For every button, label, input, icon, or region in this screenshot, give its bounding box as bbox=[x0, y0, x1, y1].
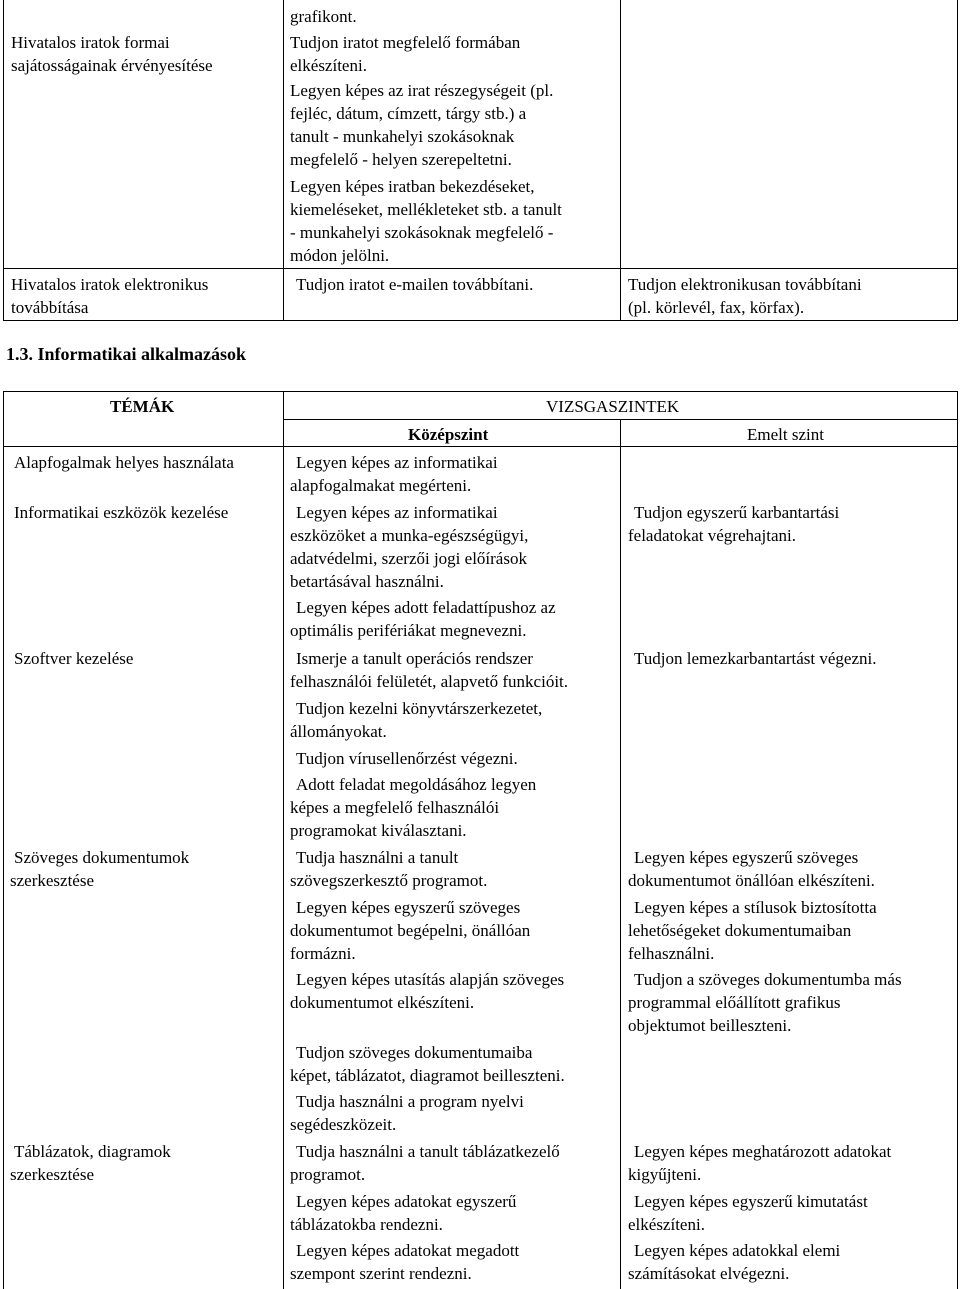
text-line: elkészíteni. bbox=[290, 56, 367, 75]
row-mid-item bbox=[290, 647, 568, 693]
text-line: Tudjon lemezkarbantartást végezni. bbox=[634, 649, 877, 668]
text-line: számításokat elvégezni. bbox=[628, 1264, 790, 1283]
text-line: feladatokat végrehajtani. bbox=[628, 526, 797, 545]
row-adv-item bbox=[628, 846, 875, 892]
advanced-level-header: Emelt szint bbox=[747, 425, 824, 444]
top-row1-mid-p1 bbox=[290, 31, 520, 77]
top-row2-topic bbox=[11, 273, 208, 319]
text-line: Legyen képes adott feladattípushoz az bbox=[296, 598, 556, 617]
text-line: Tudjon iratot e-mailen továbbítani. bbox=[296, 275, 534, 294]
text-line: adatvédelmi, szerzői jogi előírások bbox=[290, 549, 527, 568]
top-table-right-border bbox=[957, 0, 958, 321]
text-line: Ismerje a tanult operációs rendszer bbox=[296, 649, 533, 668]
text-line: - munkahelyi szokásoknak megfelelő - bbox=[290, 223, 554, 242]
text-line: dokumentumot begépelni, önállóan bbox=[290, 921, 531, 940]
row-topic bbox=[10, 846, 190, 892]
top-table-row-divider bbox=[3, 268, 958, 269]
row-adv-item bbox=[628, 896, 877, 965]
text-line: módon jelölni. bbox=[290, 246, 390, 265]
row-adv-item bbox=[628, 1140, 891, 1186]
row-mid-item bbox=[290, 1239, 519, 1285]
text-line: alapfogalmakat megérteni. bbox=[290, 476, 472, 495]
row-mid-item bbox=[290, 747, 518, 770]
text-line: (pl. körlevél, fax, körfax). bbox=[628, 298, 805, 317]
text-line: programot. bbox=[290, 1165, 366, 1184]
text-line: Tudjon iratot megfelelő formában bbox=[290, 33, 521, 52]
text-line: Alapfogalmak helyes használata bbox=[14, 453, 234, 472]
text-line: betartásával használni. bbox=[290, 572, 444, 591]
text-line: eszközöket a munka-egészségügyi, bbox=[290, 526, 529, 545]
text-line: dokumentumot önállóan elkészíteni. bbox=[628, 871, 875, 890]
text-line: Szöveges dokumentumok bbox=[14, 848, 190, 867]
text-line: szerkesztése bbox=[10, 871, 95, 890]
text-line: Legyen képes egyszerű szöveges bbox=[296, 898, 521, 917]
text-line: Hivatalos iratok formai bbox=[11, 33, 170, 52]
text-line: kigyűjteni. bbox=[628, 1165, 702, 1184]
text-line: programokat kiválasztani. bbox=[290, 821, 467, 840]
text-line: állományokat. bbox=[290, 722, 387, 741]
text-line: Tudjon szöveges dokumentumaiba bbox=[296, 1043, 533, 1062]
row-topic bbox=[10, 1140, 171, 1186]
top-row1-topic bbox=[11, 31, 213, 77]
table-divider-2 bbox=[620, 419, 621, 1289]
row-mid-item bbox=[290, 1190, 516, 1236]
text-line: szempont szerint rendezni. bbox=[290, 1264, 472, 1283]
text-line: kiemeléseket, mellékleteket stb. a tanult bbox=[290, 200, 562, 219]
text-line: továbbítása bbox=[11, 298, 89, 317]
row-adv-item bbox=[628, 1239, 840, 1285]
text-line: Legyen képes a stílusok biztosította bbox=[634, 898, 877, 917]
text-line: dokumentumot elkészíteni. bbox=[290, 993, 475, 1012]
row-adv-item bbox=[628, 968, 902, 1037]
row-topic bbox=[14, 451, 234, 474]
text-line: Legyen képes adatokat egyszerű bbox=[296, 1192, 517, 1211]
text-line: segédeszközeit. bbox=[290, 1115, 397, 1134]
text-line: Tudjon elektronikusan továbbítani bbox=[628, 275, 862, 294]
row-adv-item bbox=[628, 647, 877, 670]
text-line: Legyen képes az irat részegységeit (pl. bbox=[290, 81, 554, 100]
text-line: képes a megfelelő felhasználói bbox=[290, 798, 500, 817]
table-top-border bbox=[3, 391, 958, 392]
text-line: Tudjon egyszerű karbantartási bbox=[634, 503, 840, 522]
text-line: Táblázatok, diagramok bbox=[14, 1142, 171, 1161]
text-line: felhasználói felületét, alapvető funkcióit. bbox=[290, 672, 569, 691]
text-line: Tudja használni a tanult bbox=[296, 848, 459, 867]
top-row1-mid-p3 bbox=[290, 175, 562, 267]
table-divider-1 bbox=[283, 391, 284, 1289]
text-line: Legyen képes meghatározott adatokat bbox=[634, 1142, 892, 1161]
text-line: Tudja használni a program nyelvi bbox=[296, 1092, 524, 1111]
table-right-border bbox=[957, 391, 958, 1289]
text-line: Legyen képes iratban bekezdéseket, bbox=[290, 177, 535, 196]
text-line: Legyen képes adatokkal elemi bbox=[634, 1241, 841, 1260]
table-left-border bbox=[3, 391, 4, 1289]
topics-header: TÉMÁK bbox=[110, 397, 175, 416]
text-line: lehetőségeket dokumentumaiban bbox=[628, 921, 852, 940]
row-mid-item bbox=[290, 1140, 560, 1186]
text-line: Szoftver kezelése bbox=[14, 649, 134, 668]
row-mid-item bbox=[290, 773, 536, 842]
row-topic bbox=[14, 501, 228, 524]
text-line: grafikont. bbox=[290, 7, 357, 26]
text-line: képet, táblázatot, diagramot beilleszteni. bbox=[290, 1066, 565, 1085]
text-line: elkészíteni. bbox=[628, 1215, 705, 1234]
text-line: Legyen képes az informatikai bbox=[296, 453, 498, 472]
table-header-bottom bbox=[3, 446, 958, 447]
levels-header: VIZSGASZINTEK bbox=[546, 397, 680, 416]
text-line: táblázatokba rendezni. bbox=[290, 1215, 443, 1234]
text-line: Legyen képes egyszerű szöveges bbox=[634, 848, 859, 867]
row-mid-item bbox=[290, 968, 564, 1014]
text-line: objektumot beilleszteni. bbox=[628, 1016, 792, 1035]
text-line: Tudjon a szöveges dokumentumba más bbox=[634, 970, 902, 989]
section-heading: 1.3. Informatikai alkalmazások bbox=[6, 344, 247, 364]
text-line: felhasználni. bbox=[628, 944, 715, 963]
text-line: megfelelő - helyen szerepeltetni. bbox=[290, 150, 512, 169]
text-line: optimális perifériákat megnevezni. bbox=[290, 621, 527, 640]
mid-level-header: Középszint bbox=[408, 425, 489, 444]
row-mid-item bbox=[290, 1090, 524, 1136]
text-line: Tudjon vírusellenőrzést végezni. bbox=[296, 749, 518, 768]
row-mid-item bbox=[290, 596, 556, 642]
text-line: formázni. bbox=[290, 944, 356, 963]
top-table-left-border bbox=[3, 0, 4, 321]
row-mid-item bbox=[290, 451, 498, 497]
text-line: szerkesztése bbox=[10, 1165, 95, 1184]
text-line: Hivatalos iratok elektronikus bbox=[11, 275, 209, 294]
top-row1-mid-p2 bbox=[290, 79, 553, 171]
text-line: Legyen képes utasítás alapján szöveges bbox=[296, 970, 565, 989]
text-line: Legyen képes az informatikai bbox=[296, 503, 498, 522]
row-adv-item bbox=[628, 501, 839, 547]
row-mid-item bbox=[290, 697, 542, 743]
row-mid-item bbox=[290, 501, 528, 593]
text-line: szövegszerkesztő programot. bbox=[290, 871, 488, 890]
row-mid-item bbox=[290, 896, 530, 965]
row-adv-item bbox=[628, 1190, 868, 1236]
text-line: Tudja használni a tanult táblázatkezelő bbox=[296, 1142, 560, 1161]
top-table-bottom-border bbox=[3, 320, 958, 321]
text-line: Adott feladat megoldásához legyen bbox=[296, 775, 537, 794]
text-line: Tudjon kezelni könyvtárszerkezetet, bbox=[296, 699, 543, 718]
row-topic bbox=[14, 647, 133, 670]
text-line: tanult - munkahelyi szokásoknak bbox=[290, 127, 515, 146]
row-mid-item bbox=[290, 846, 487, 892]
top-row2-right bbox=[628, 273, 862, 319]
top-row1-mid-p0 bbox=[290, 5, 357, 28]
text-line: programmal előállított grafikus bbox=[628, 993, 841, 1012]
text-line: fejléc, dátum, címzett, tárgy stb.) a bbox=[290, 104, 527, 123]
row-mid-item bbox=[290, 1041, 565, 1087]
text-line: Legyen képes egyszerű kimutatást bbox=[634, 1192, 868, 1211]
top-table-divider-2 bbox=[620, 0, 621, 321]
text-line: Legyen képes adatokat megadott bbox=[296, 1241, 520, 1260]
top-row2-mid bbox=[296, 273, 533, 296]
top-table-divider-1 bbox=[283, 0, 284, 321]
table-header-sub-divider bbox=[283, 419, 958, 420]
text-line: sajátosságainak érvényesítése bbox=[11, 56, 213, 75]
text-line: Informatikai eszközök kezelése bbox=[14, 503, 229, 522]
